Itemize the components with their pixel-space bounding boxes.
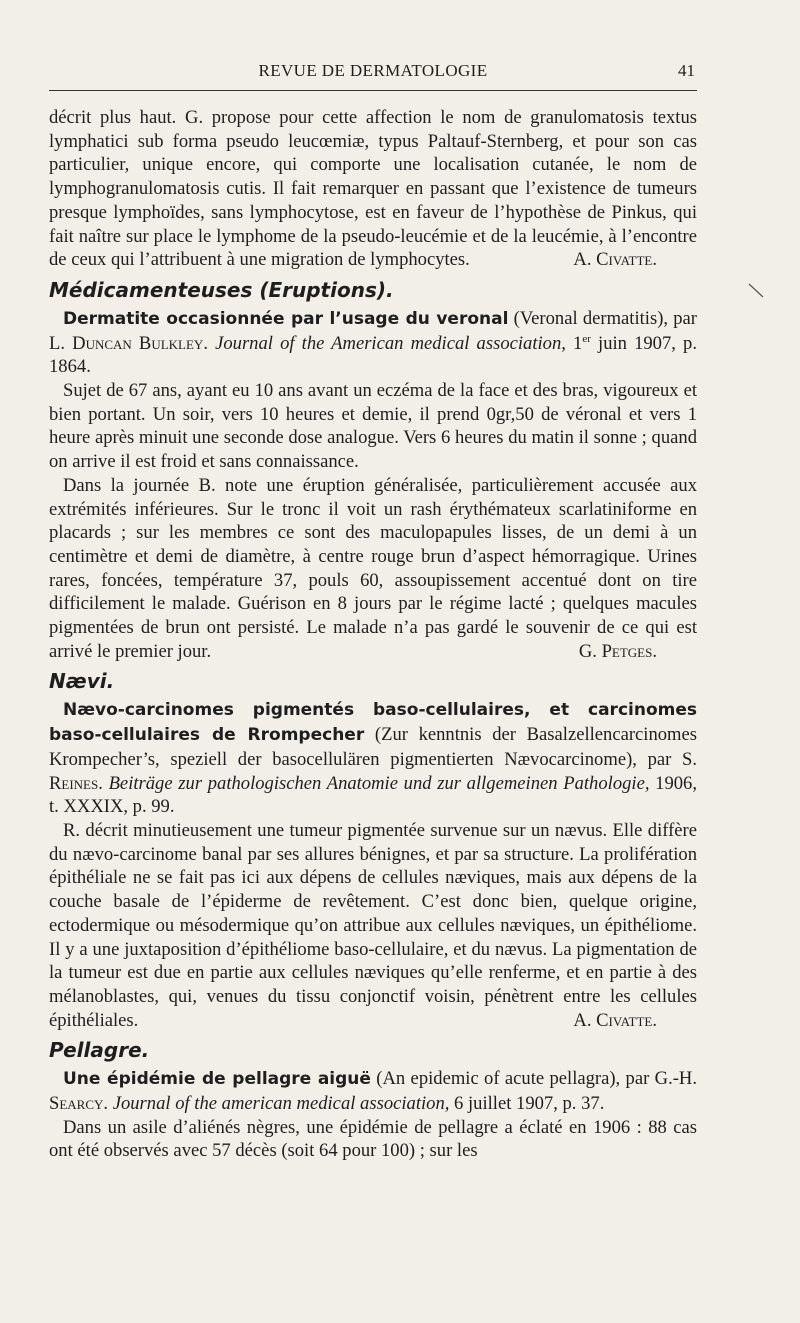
section-heading: Pellagre. [49,1038,150,1063]
journal-name: Journal of the american medical association, [112,1093,450,1115]
paragraph-text: Dans la journée B. note une éruption généralisée, particulièrement accusée aux extrémités inférieures. Sur le tronc il voit un rash érythémateux scarlatiniforme en placards ; sur les membres ce sont des maculopapules lisses, de un demi à un centimètre et demi de diamètre, à centre rouge brun d’aspect hémorragique. Urines rares, foncées, température 37, pouls 60, assoupissement accentué dont on tire difficilement le malade. Guérison en 8 jours par le régime lacté ; quelques macules pigmentées de brun ont persisté. Le malade n’a pas gardé le souvenir de ce qui est arrivé le premier jour. [49,474,697,662]
article-reference [49,307,697,379]
body-paragraph: Sujet de 67 ans, ayant eu 10 ans avant un eczéma de la face et des bras, vigoureux et bien portant. Un soir, vers 10 heures et demie, il prend 0gr,50 de véronal et vers 1 heure après minuit une seconde dose analogue. Vers 6 heures du matin il sonne ; quand on arrive il est froid et sans connaissance. [49,380,697,473]
author-name: Searcy [49,1093,104,1115]
reference-text: (An epidemic of acute pellagra), par G.-H. [370,1068,697,1090]
reference-separator: . [103,1093,113,1115]
reference-page: juin 1907, p. 1864. [49,332,697,378]
running-title: REVUE DE DERMATOLOGIE [258,61,488,80]
journal-page [49,50,697,1163]
body-paragraph [49,474,697,664]
author-name: Reines [49,772,99,794]
article-title: Une épidémie de pellagre aiguë [63,1069,371,1090]
journal-name: Beiträge zur pathologischen Anatomie und zur allgemeinen Pathologie, [108,772,650,794]
running-head [49,50,697,91]
margin-pencil-mark [748,282,766,300]
reference-separator: . [98,772,109,794]
reference-text: (Zur kenntnis der Basalzellencarcinomes Krompecher’s, speziell der basocellulären pigmentierten Nævocarcinome), par S. [49,724,697,770]
reference-date: 1 [565,332,583,354]
article-title: Nævo-carcinomes pigmentés baso-cellulaires, et carcinomes baso-cellulaires de Rrompecher [49,700,697,746]
reference-sup: er [582,332,591,345]
reference-text: (Veronal dermatitis), par L. [49,307,697,354]
continuation-text: décrit plus haut. G. propose pour cette affection le nom de granulomatosis textus lymphatici sub forma pseudo leucœmiæ, typus Paltauf-Sternberg, et pour son cas particulier, unique encore, qui comporte une localisation cutanée, le nom de lymphogranulomatosis cutis. Il fait remarquer en passant que l’existence de tumeurs presque lymphoïdes, sans lymphocytose, est en faveur de l’hypothèse de Pinkus, qui fait naître sur place le lymphome de la pseudo-leucémie et de la leucémie, à l’encontre de ceux qui l’attribuent à une migration de lymphocytes. [49,107,697,271]
body-paragraph [49,819,697,1032]
reference-date: 1906, t. XXXIX, p. 99. [49,772,698,818]
article-title: Dermatite occasionnée par l’usage du veronal [63,308,509,329]
signature: G. Petges. [578,640,657,662]
signature: A. Civatte. [573,249,657,271]
continuation-paragraph [49,106,697,272]
journal-name: Journal of the American medical association, [215,332,566,354]
paragraph-text: R. décrit minutieusement une tumeur pigmentée survenue sur un nævus. Elle diffère du nævo-carcinome banal par ses allures bénignes, et par sa structure. La prolifération épithéliale ne se fait pas ici aux dépens de cellules næviques, mais aux dépens de la couche basale de l’épiderme de revêtement. C’est donc bien, quelque origine, ectodermique ou mésodermique qu’on attribue aux cellules næviques, un épithéliome. Il y a une juxtaposition d’épithéliome baso-cellulaire, et du nævus. La pigmentation de la tumeur est due en partie aux cellules næviques qu’elle renferme, et en partie à des mélanoblastes, qui, venues du tissu conjonctif voisin, pénètrent entre les cellules épithéliales. [49,819,697,1031]
body-paragraph: Dans un asile d’aliénés nègres, une épidémie de pellagre a éclaté en 1906 : 88 cas ont été observés avec 57 décès (soit 64 pour 100) ; sur les [49,1116,697,1162]
section-heading: Médicamenteuses (Eruptions). [49,277,394,302]
author-name: Duncan Bulkley [72,332,204,354]
reference-separator: . [203,332,216,354]
page-number: 41 [678,61,695,80]
page-body [49,106,697,1163]
reference-date: 6 juillet 1907, p. 37. [449,1093,605,1115]
article-reference [49,698,697,819]
section-heading: Nævi. [49,669,115,694]
article-reference [49,1067,697,1115]
signature: A. Civatte. [573,1009,657,1031]
